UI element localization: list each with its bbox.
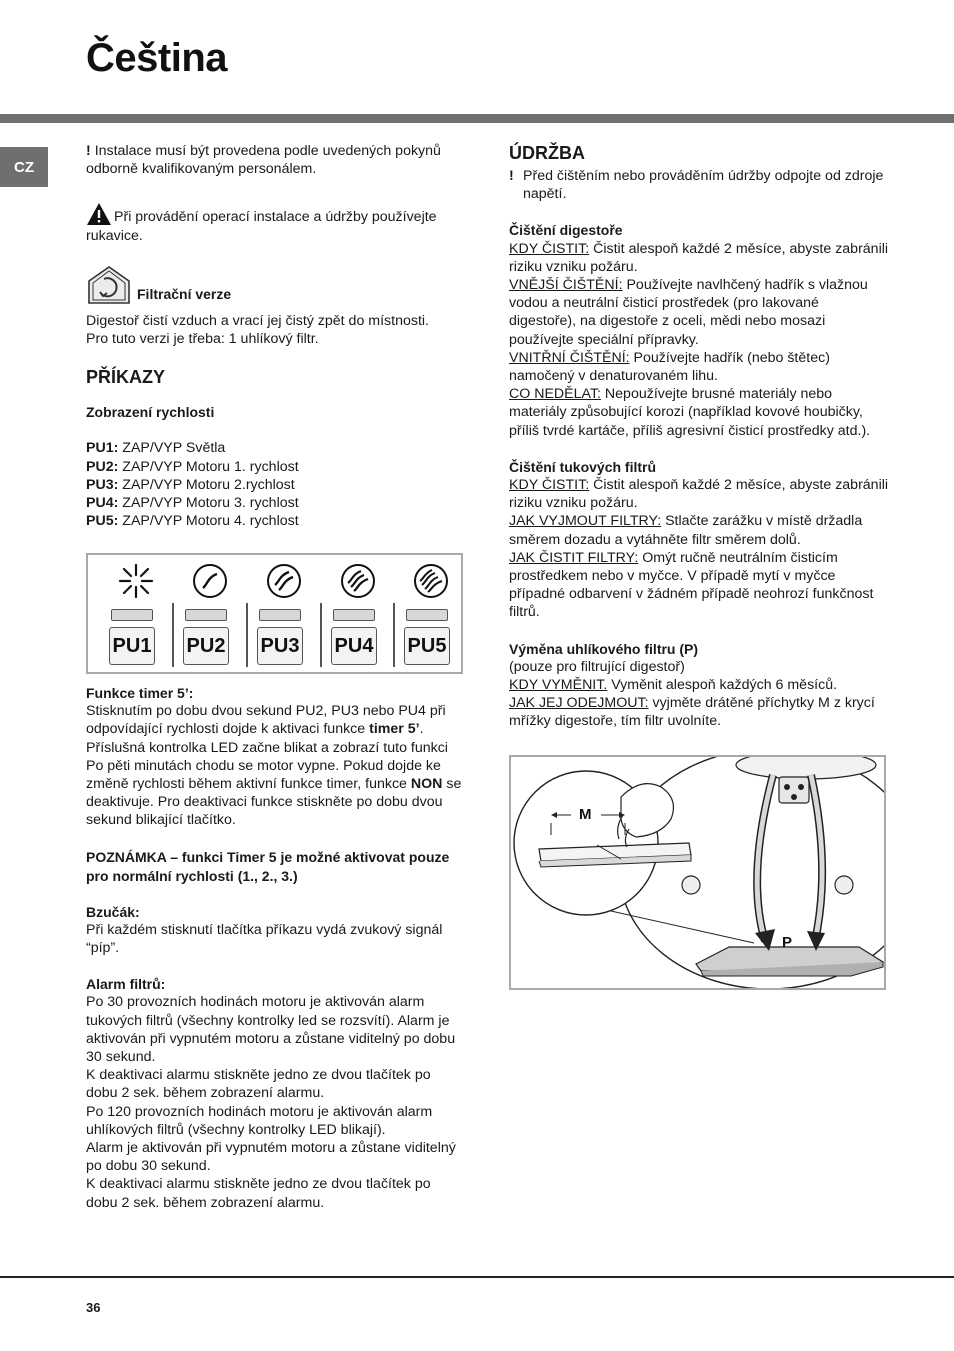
panel-button-pu2 [180, 563, 240, 667]
language-tab: CZ [0, 147, 48, 187]
timer-note: POZNÁMKA – funkci Timer 5 je možné aktivovat pouze pro normální rychlosti (1., 2., 3.) [86, 848, 450, 884]
maintenance-warning-text: Před čištěním nebo prováděním údržby odpojte od zdroje napětí. [523, 168, 884, 203]
hood-interior-cleaning: VNITŘNÍ ČIŠTĚNÍ: Používejte hadřík (nebo štětec) namočený v denaturovaném lihu. [509, 349, 830, 385]
led-indicator [333, 609, 375, 621]
buzzer-heading: Bzučák: [86, 903, 140, 920]
fan-speed-3-icon [340, 563, 376, 599]
commands-heading: PŘÍKAZY [86, 367, 166, 388]
panel-button-pu3 [254, 563, 314, 667]
header-bar [0, 114, 954, 123]
gloves-warning-text: Při provádění operací instalace a údržby používejte rukavice. [86, 209, 437, 244]
warning-icon [86, 202, 112, 226]
pu5-key-label: PU5 [404, 627, 450, 665]
footer-rule [0, 1276, 954, 1278]
pu1-key-label: PU1 [109, 627, 155, 665]
filter-removal-illustration [511, 757, 884, 988]
carbon-when-replace: KDY VYMĚNIT. Vyměnit alespoň každých 6 měsíců. [509, 677, 838, 694]
hood-cleaning-heading: Čištění digestoře [509, 222, 623, 239]
installation-note-text: Instalace musí být provedena podle uvedených pokynů odborně kvalifikovaným personálem. [86, 143, 441, 178]
pu-list [86, 439, 466, 530]
timer-text-c: Po pěti minutách chodu se motor vypne. Pokud dojde ke změně rychlosti během aktivní funkce timer, funkce NON se deaktivuje. Pro deaktivaci funkce stiskněte po dobu dvou sekund blikající tlačítko. [86, 757, 462, 829]
carbon-how-remove: JAK JEJ ODEJMOUT: vyjměte drátěné příchytky M z krycí mřížky digestoře, tím filtr uvolníte. [509, 695, 875, 730]
exclamation-mark: ! [509, 168, 514, 184]
led-indicator [406, 609, 448, 621]
speed-display-heading: Zobrazení rychlosti [86, 404, 215, 421]
filter-version-text: Digestoř čistí vzduch a vrací jej čistý zpět do místnosti. [86, 312, 429, 329]
filter-version-requirement: Pro tuto verzi je třeba: 1 uhlíkový filtr. [86, 331, 319, 348]
alarm-text-b: K deaktivaci alarmu stiskněte jedno ze dvou tlačítek po dobu 2 sek. během zobrazení alarmu. [86, 1067, 431, 1102]
figure-label-m: M [579, 806, 592, 823]
carbon-filter-subtitle: (pouze pro filtrující digestoř) [509, 658, 685, 675]
buzzer-text: Při každém stisknutí tlačítka příkazu vydá zvukový signál “píp”. [86, 921, 443, 957]
figure-label-p: P [782, 934, 793, 951]
exclamation-mark: ! [86, 143, 91, 159]
filter-version-title: Filtrační verze [137, 285, 232, 302]
carbon-filter-heading: Výměna uhlíkového filtru (P) [509, 640, 699, 657]
pu3-key-label: PU3 [257, 627, 303, 665]
fan-speed-4-icon [413, 563, 449, 599]
timer-heading: Funkce timer 5’: [86, 685, 194, 701]
timer-text-a: Stisknutím po dobu dvou sekund PU2, PU3 nebo PU4 při odpovídající rychlosti dojde k aktivaci funkce timer 5’. [86, 703, 446, 738]
panel-button-pu5 [401, 563, 461, 667]
installation-note [86, 142, 466, 178]
control-panel-figure [86, 553, 463, 674]
left-column [86, 142, 466, 530]
alarm-text-a: Po 30 provozních hodinách motoru je aktivován alarm tukových filtrů (všechny kontrolky led se rozsvítí). Alarm je aktivován při vypnutém motoru a zůstane viditelný po dobu 30 sekund. [86, 994, 456, 1066]
pu2-key-label: PU2 [183, 627, 229, 665]
hood-when-clean: KDY ČISTIT: Čistit alespoň každé 2 měsíce, abyste zabránili riziku vzniku požáru. [509, 240, 889, 275]
alarm-heading: Alarm filtrů: [86, 976, 166, 993]
hood-what-not-to-do: CO NEDĚLAT: Nepoužívejte brusné materiály nebo materiály způsobující korozi (například kovové houbičky, příliš tvrdé kartáče, příliš agresivní čisticí prostředky atd.). [509, 386, 871, 439]
page-number: 36 [86, 1300, 101, 1315]
panel-button-pu1 [106, 563, 166, 667]
panel-divider [172, 603, 174, 667]
alarm-text-c: Po 120 provozních hodinách motoru je aktivován alarm uhlíkových filtrů (všechny kontrolky LED blikají). [86, 1103, 433, 1138]
maintenance-heading: ÚDRŽBA [509, 143, 585, 163]
led-indicator [111, 609, 153, 621]
grease-how-remove: JAK VYJMOUT FILTRY: Stlačte zarážku v místě držadla směrem dozadu a vytáhněte filtr směrem dolů. [509, 513, 863, 548]
pu-list-item: PU5: ZAP/VYP Motoru 4. rychlost [86, 513, 299, 530]
grease-how-clean: JAK ČISTIT FILTRY: Omýt ručně neutrálním čisticím prostředkem nebo v myčce. V případě mytí v myčce případné odbarvení v žádném případě neohrozí funkčnost filtrů. [509, 549, 874, 621]
panel-button-pu4 [328, 563, 388, 667]
maintenance-warning [509, 167, 889, 203]
gloves-warning [86, 202, 466, 244]
filter-version-title-row [86, 265, 466, 305]
fan-speed-2-icon [266, 563, 302, 599]
alarm-text-e: K deaktivaci alarmu stiskněte jedno ze dvou tlačítek po dobu 2 sek. během zobrazení alarmu. [86, 1176, 431, 1211]
led-indicator [259, 609, 301, 621]
pu-list-item: PU4: ZAP/VYP Motoru 3. rychlost [86, 495, 299, 512]
grease-when-clean: KDY ČISTIT: Čistit alespoň každé 2 měsíce, abyste zabránili riziku vzniku požáru. [509, 477, 889, 512]
hood-exterior-cleaning: VNĚJŠÍ ČIŠTĚNÍ: Používejte navlhčený hadřík s vlažnou vodou a neutrální čisticí prostředek (pro lakované digestoře), na digestoře z oceli, mědi nebo mosazi používejte speciální přípravky. [509, 277, 868, 348]
pu-list-item: PU3: ZAP/VYP Motoru 2.rychlost [86, 476, 295, 493]
panel-divider [393, 603, 395, 667]
timer-text-b: Příslušná kontrolka LED začne blikat a zobrazí tuto funkci [86, 739, 448, 756]
led-indicator [185, 609, 227, 621]
grease-filter-heading: Čištění tukových filtrů [509, 458, 657, 475]
light-icon [118, 563, 154, 599]
carbon-filter-figure [509, 755, 886, 990]
right-column [509, 142, 889, 731]
fan-speed-1-icon [192, 563, 228, 599]
pu4-key-label: PU4 [331, 627, 377, 665]
pu-list-item: PU1: ZAP/VYP Světla [86, 440, 226, 457]
page-title: Čeština [86, 36, 227, 80]
alarm-text-d: Alarm je aktivován při vypnutém motoru a zůstane viditelný po dobu 30 sekund. [86, 1140, 456, 1175]
panel-divider [246, 603, 248, 667]
left-column-lower [86, 684, 466, 1212]
pu-list-item: PU2: ZAP/VYP Motoru 1. rychlost [86, 458, 299, 475]
filter-recirculation-icon [86, 265, 132, 305]
panel-divider [320, 603, 322, 667]
